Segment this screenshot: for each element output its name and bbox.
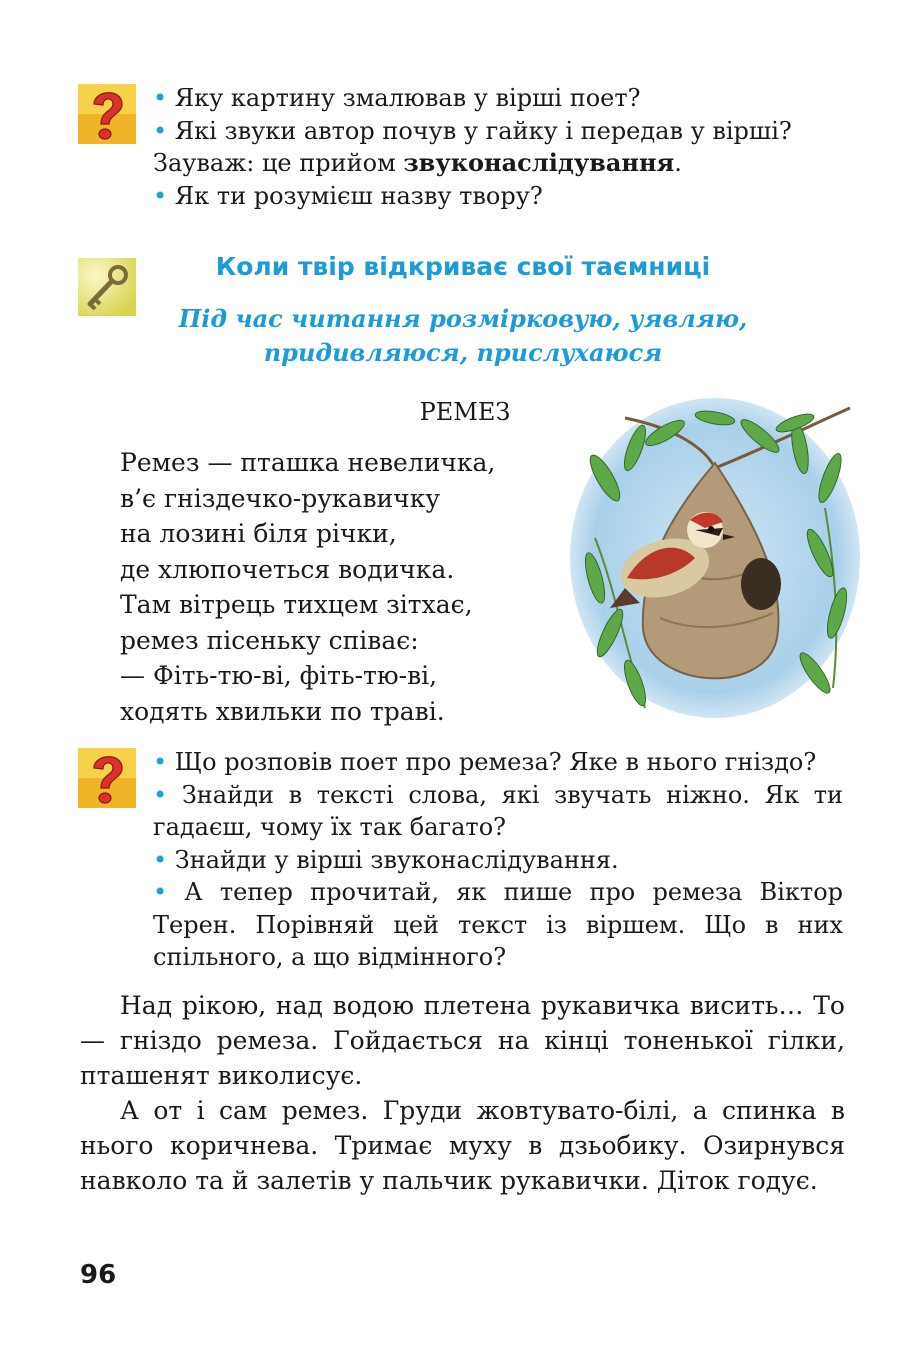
question-item: • Що розповів поет про ремеза? Яке в нього гніздо? — [153, 748, 817, 776]
section-heading: Коли твір відкриває свої таємниці — [215, 252, 711, 281]
poem-title: РЕМЕЗ — [419, 398, 511, 426]
remez-bird-nest-illustration — [565, 388, 860, 723]
question-mark-icon — [78, 748, 136, 808]
poem-line: Там вітрець тихцем зітхає, — [120, 590, 473, 619]
question-item: • Яку картину змалював у вірші поет? — [153, 84, 641, 112]
bottom-questions — [153, 746, 843, 974]
top-questions — [153, 82, 848, 212]
prose-paragraph: А от і сам ремез. Груди жовтувато-білі, а спинка в нього коричнева. Тримає муху в дзьобику. Озирнувся навколо та й залетів у пальчик рукавички. Діток годує. — [80, 1096, 845, 1195]
prose-paragraph: Над рікою, над водою плетена рукавичка висить… То — гніздо ремеза. Гойдається на кінці тоненької гілки, пташенят виколисує. — [80, 991, 845, 1090]
question-item: • Знайди у вірші звуконаслідування. — [153, 845, 619, 874]
poem-line: Ремез — пташка невеличка, — [120, 448, 496, 477]
prose-text — [80, 988, 845, 1198]
poem-line: — Фіть-тю-ві, фіть-тю-ві, — [120, 661, 438, 690]
question-mark-icon — [78, 84, 136, 144]
poem-line: в’є гніздечко-рукавичку — [120, 483, 441, 513]
question-note: Зауваж: це прийом звуконаслідування. — [153, 148, 682, 177]
section-subheading: Під час читання розмірковую, уявляю, придивляюся, прислухаюся — [178, 304, 748, 367]
question-item: • Як ти розумієш назву твору? — [153, 181, 543, 210]
poem-line: ремез пісеньку співає: — [120, 625, 419, 655]
poem-line: де хлюпочеться водичка. — [120, 554, 455, 584]
poem — [120, 445, 495, 729]
page-number: 96 — [80, 1260, 117, 1290]
poem-line: на лозині біля річки, — [120, 519, 397, 548]
question-item: • А тепер прочитай, як пише про ремеза Віктор Терен. Порівняй цей текст із віршем. Що в них спільного, а що відмінного? — [153, 878, 843, 971]
question-item: • Які звуки автор почув у гайку і передав у вірші? — [153, 116, 792, 145]
question-item: • Знайди в тексті слова, які звучать ніжно. Як ти гадаєш, чому їх так багато? — [153, 780, 843, 841]
poem-line: ходять хвильки по траві. — [120, 696, 445, 726]
